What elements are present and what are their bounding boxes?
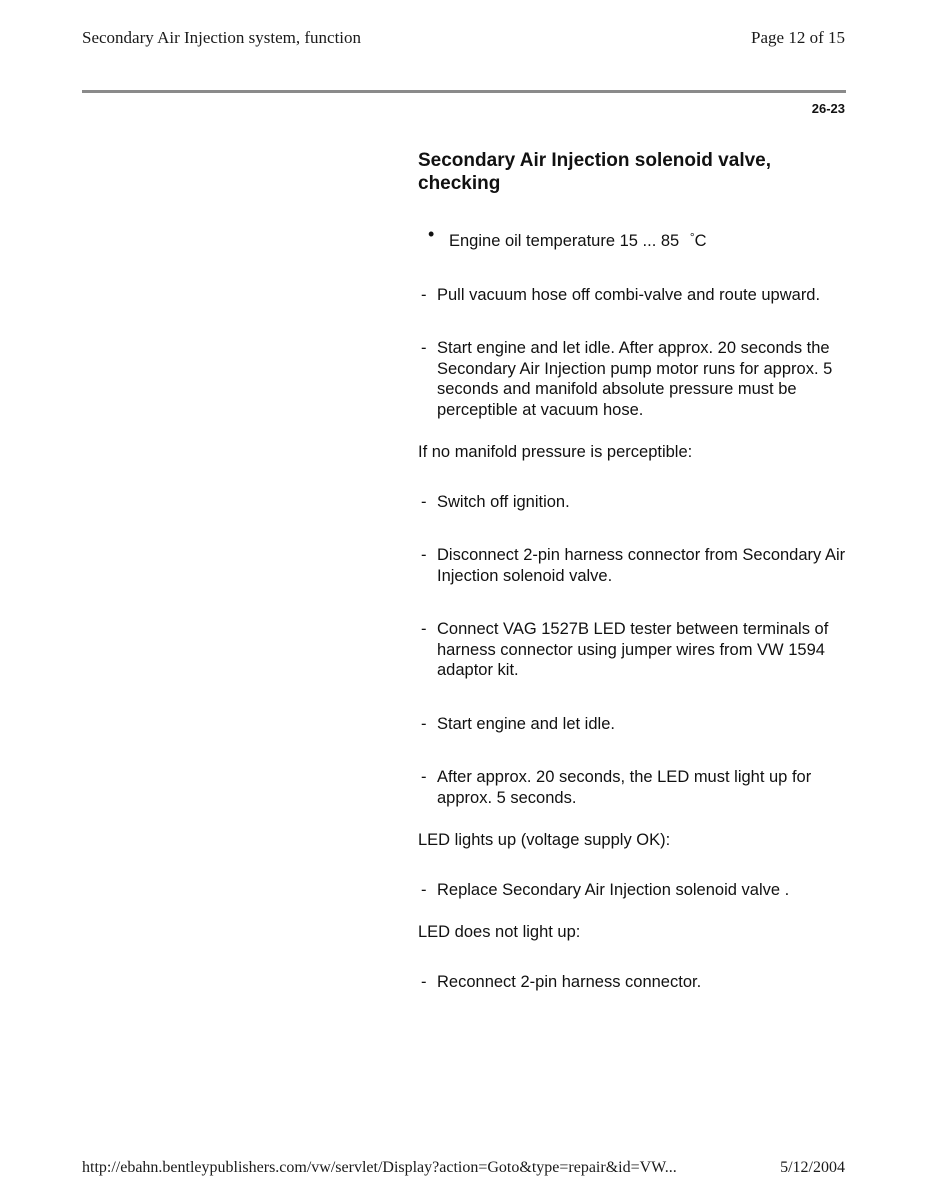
step-text: Reconnect 2-pin harness connector. [437,972,702,991]
header-page-number: Page 12 of 15 [751,28,845,47]
step-text: Replace Secondary Air Injection solenoid valve . [437,880,790,899]
footer-date: 5/12/2004 [780,1159,845,1176]
step-text: Start engine and let idle. [437,714,615,733]
step-text: Connect VAG 1527B LED tester between terminals of harness connector using jumper wires from VW 1594 adaptor kit. [437,620,829,679]
degree-symbol: ° [689,230,695,244]
step-dash: - [421,492,427,511]
note-text: LED lights up (voltage supply OK): [418,831,671,849]
header-title: Secondary Air Injection system, function [82,28,362,47]
section-number: 26-23 [811,101,845,116]
step-item [418,972,848,993]
step-dash: - [421,546,427,564]
step-text: Pull vacuum hose off combi-valve and route upward. [437,285,821,304]
step-text: Disconnect 2-pin harness connector from Secondary Air Injection solenoid valve. [437,546,846,585]
step-dash: - [421,339,427,357]
step-dash: - [421,620,427,638]
footer-url: http://ebahn.bentleypublishers.com/vw/servlet/Display?action=Goto&type=repair&id=VW... [82,1159,677,1176]
step-text: Start engine and let idle. After approx. 20 seconds the Secondary Air Injection pump motor runs for approx. 5 seconds and manifold absolute pressure must be perceptible at vacuum hose. [437,339,833,419]
step-text: Switch off ignition. [437,492,570,511]
step-dash: - [421,768,427,786]
bullet-icon: • [428,224,435,244]
step-item [418,619,848,681]
step-item [418,545,848,586]
condition-item [418,224,848,252]
header-divider [82,90,846,93]
step-text: After approx. 20 seconds, the LED must light up for approx. 5 seconds. [437,768,812,807]
step-dash: - [421,714,427,733]
step-dash: - [421,880,427,899]
condition-text: Engine oil temperature 15 ... 85 [449,232,680,250]
step-dash: - [421,285,427,304]
step-item [418,492,848,513]
step-item [418,880,848,901]
condition-unit: C [694,232,707,250]
page-title: Secondary Air Injection solenoid valve, checking [418,150,772,194]
step-item [418,714,848,735]
step-item [418,338,848,420]
step-dash: - [421,972,427,991]
note-text: LED does not light up: [418,923,581,941]
step-item [418,767,848,808]
note-text: If no manifold pressure is perceptible: [418,443,693,461]
step-item [418,285,848,306]
procedure-content [418,149,848,992]
